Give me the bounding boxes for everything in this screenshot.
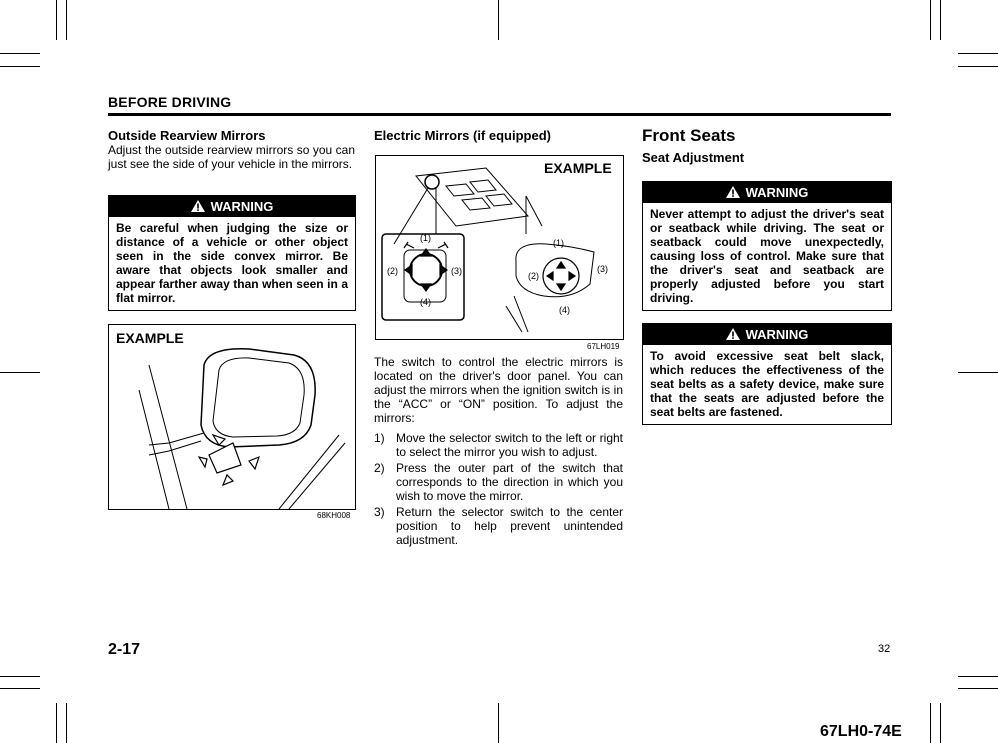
list-item: 1) Move the selector switch to the left or right to select the mirror you wish to adjust. [374,431,623,459]
callout-3: (3) [597,264,608,274]
warning-text: Never attempt to adjust the driver's seat or seatback while driving. The seat or seatback could move unexpectedly, causing loss of control. Make sure that the driver's seat and seatback are properly adjusted before you start driving. [650,207,884,305]
header-rule [108,113,891,116]
mirror-figure [108,324,356,520]
warning-box [108,195,356,311]
warning-text: Be careful when judging the size or distance of a vehicle or other object seen in the side convex mirror. Be aware that objects look smaller and appear farther away than when seen in a flat mirror. [116,221,348,305]
warning-label: WARNING [745,185,809,200]
callout-1: (1) [420,233,431,243]
warning-label: WARNING [745,327,809,342]
callout-2: (2) [387,266,398,276]
callout-2: (2) [528,271,539,281]
middle-column-title [374,129,624,143]
warning-box [642,323,892,425]
warning-triangle-icon [191,197,205,218]
middle-column-body [374,355,623,549]
adjust-arrows-icon [199,435,259,485]
selector-knob-icon [543,258,579,294]
list-item: 2) Press the outer part of the switch that corresponds to the direction in which you wish to move the mirror. [374,461,623,503]
steps-list [374,431,623,547]
warning-header [643,324,891,345]
section-header: BEFORE DRIVING [108,94,232,110]
section-title: Outside Rearview Mirrors [108,128,266,143]
subsection-title: Seat Adjustment [642,150,745,165]
callout-4: (4) [420,297,431,307]
page-number-left: 2-17 [108,641,141,658]
section-title: Electric Mirrors (if equipped) [374,128,551,143]
warning-triangle-icon [726,325,740,346]
four-way-switch-icon [404,242,448,291]
warning-header [109,196,355,217]
document-code: 67LH0-74E [820,723,902,740]
warning-triangle-icon [726,183,740,204]
warning-text: To avoid excessive seat belt slack, which reduces the effectiveness of the seat belts as a safety device, make sure that the seats are adjusted before the seat belts are fastened. [650,349,884,419]
body-paragraph: The switch to control the electric mirrors is located on the driver's door panel. You can adjust the mirrors when the ignition switch is in the “ACC” or “ON” position. To adjust the mirrors: [374,355,623,425]
mirror-illustration [109,325,355,509]
list-item: 3) Return the selector switch to the center position to help prevent unintended adjustment. [374,505,623,547]
figure-code: 67LH019 [587,342,620,351]
mirror-switch-illustration [376,156,623,339]
callout-1: (1) [553,238,564,248]
callout-4: (4) [559,305,570,315]
warning-label: WARNING [210,199,274,214]
figure-label: EXAMPLE [116,330,184,346]
page-number-right: 32 [878,643,891,655]
figure-label: EXAMPLE [544,160,612,176]
figure-code: 68KH008 [317,511,351,520]
callout-3: (3) [451,266,462,276]
warning-header [643,182,891,203]
left-column [108,129,355,171]
warning-box [642,181,892,311]
right-column-titles [642,126,890,165]
section-title: Front Seats [642,126,736,145]
body-paragraph: Adjust the outside rearview mirrors so you can just see the side of your vehicle in the mirrors. [108,143,355,171]
switch-figure [375,155,624,351]
